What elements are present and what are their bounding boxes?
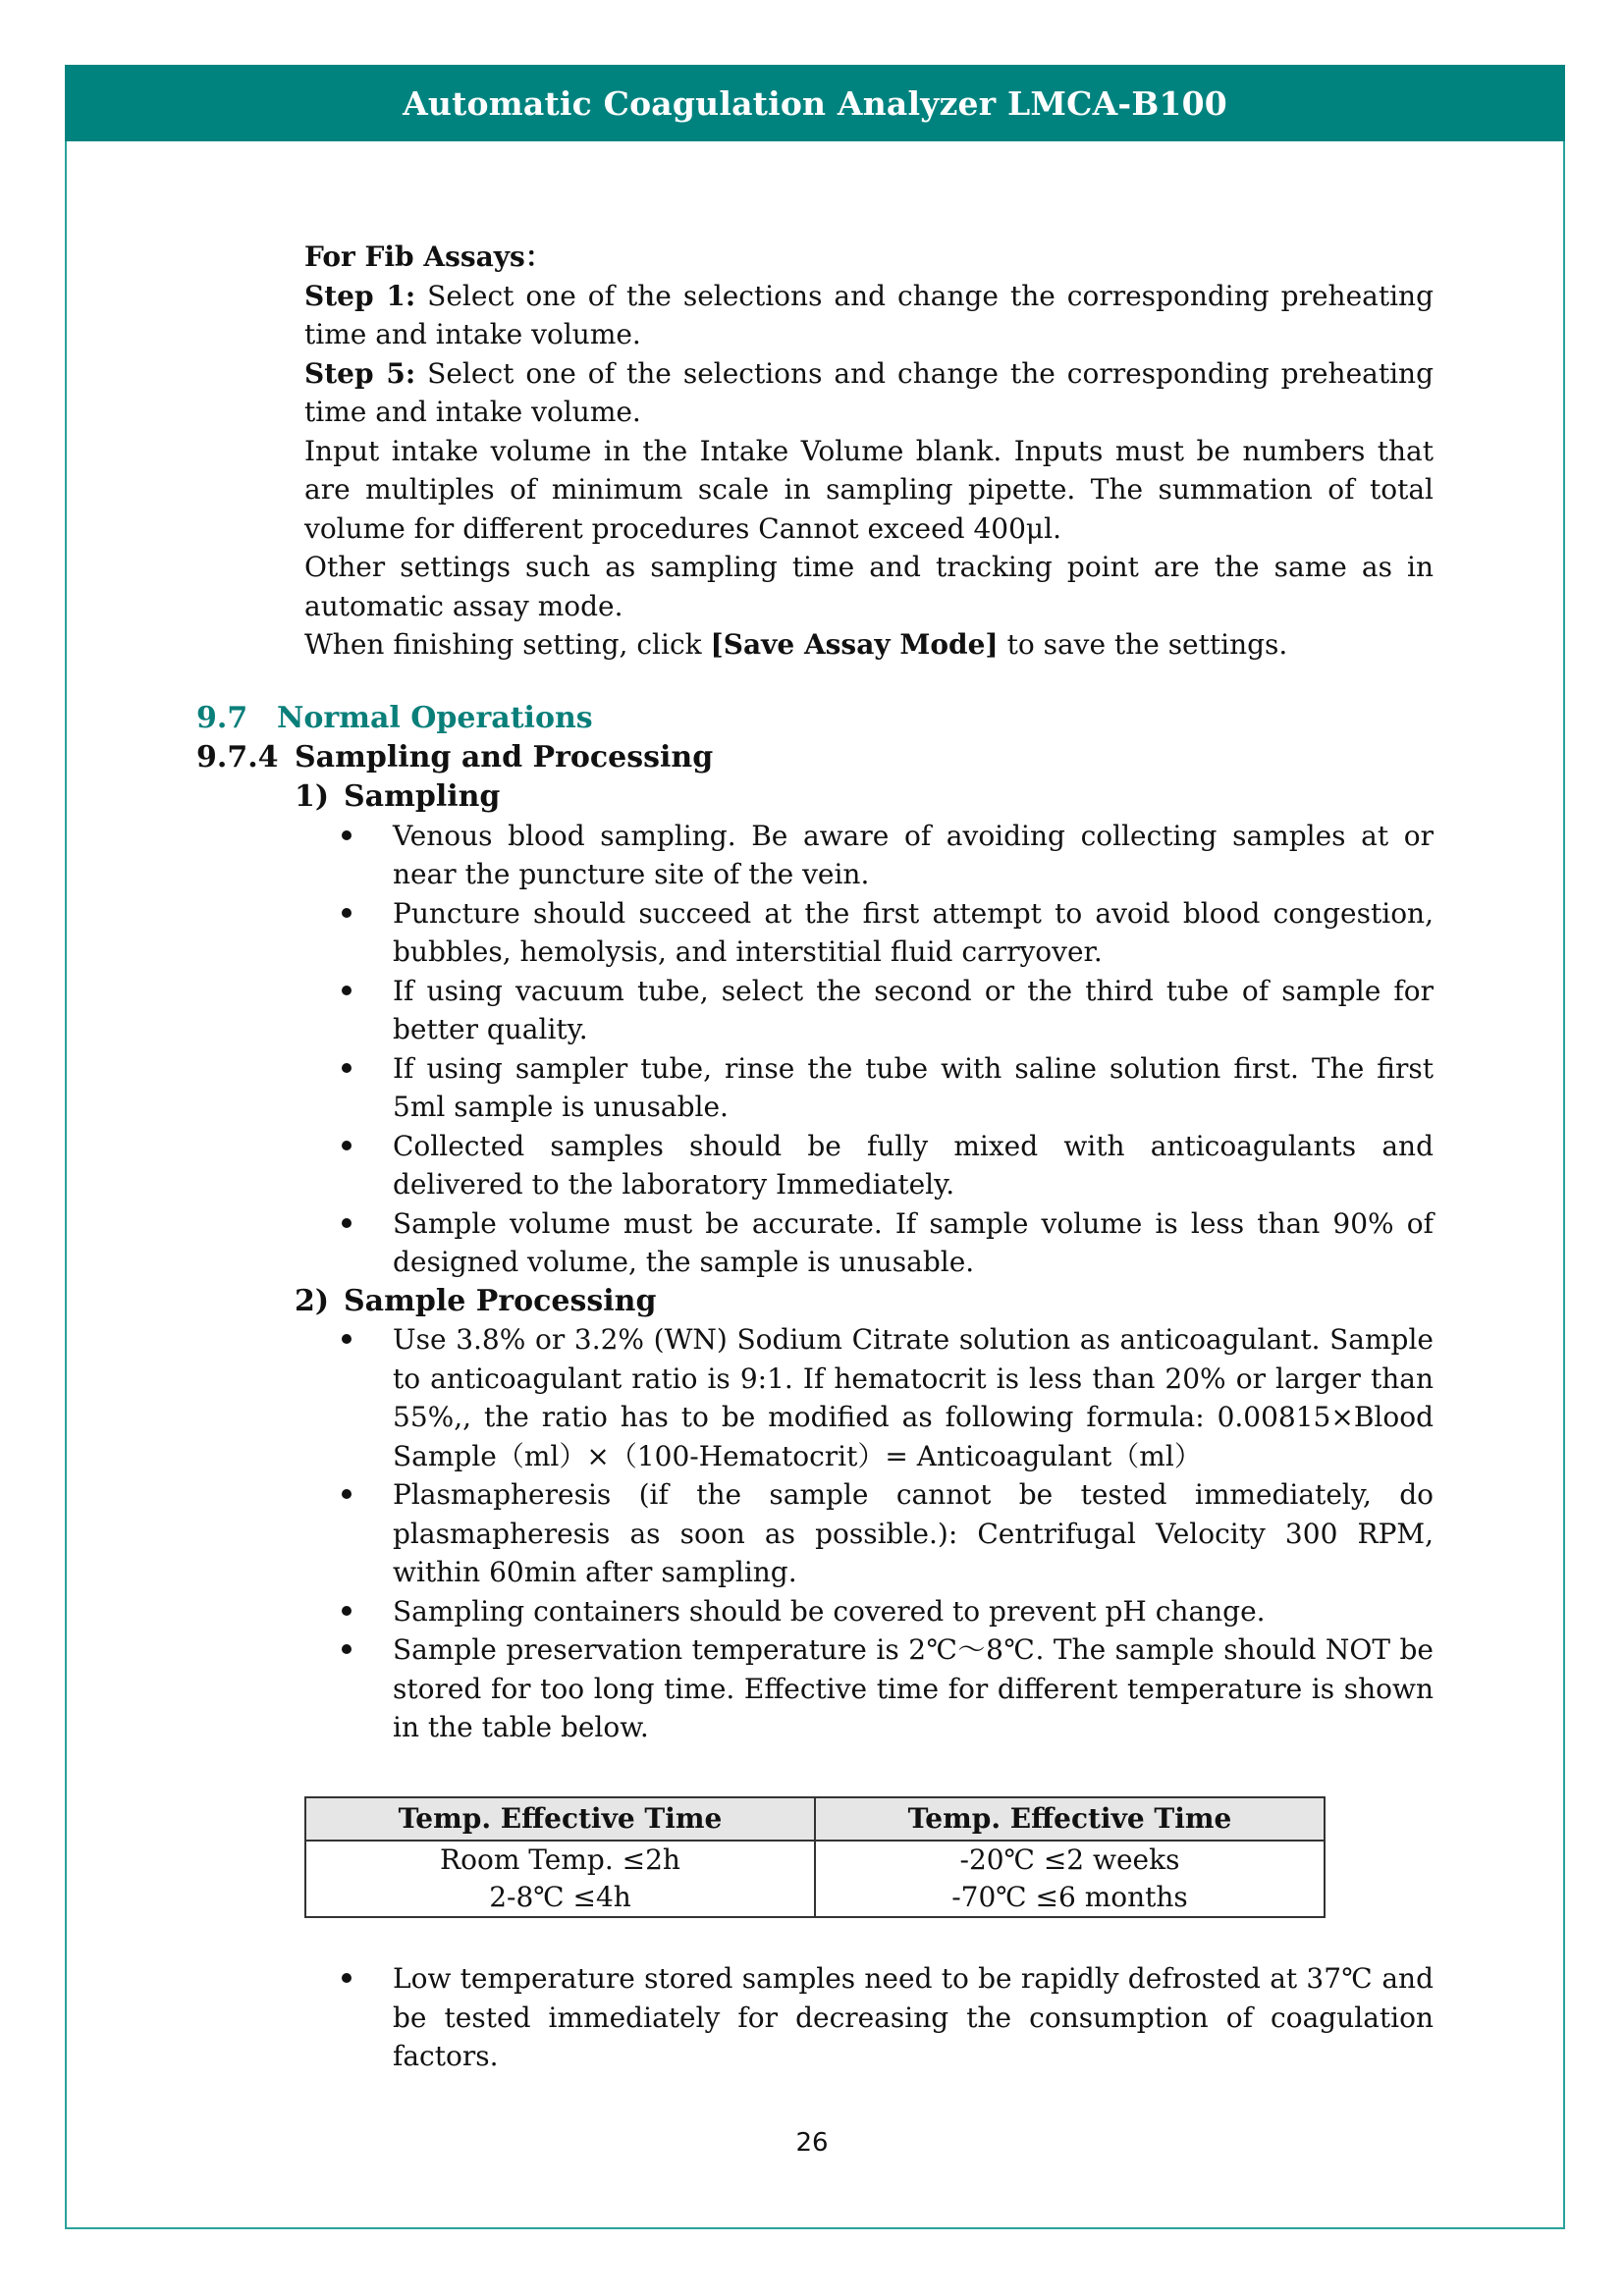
- section-title: Normal Operations: [277, 701, 593, 735]
- bullet-icon: [342, 1063, 352, 1073]
- final-note: [295, 1959, 1434, 2076]
- processing-number: 2): [295, 1283, 330, 1318]
- processing-heading: [295, 1282, 1434, 1321]
- subsection-title: Sampling and Processing: [295, 740, 714, 774]
- page-number: 26: [795, 2128, 829, 2158]
- subsection-heading: [196, 740, 713, 774]
- list-item: [295, 1320, 1434, 1475]
- table-row: [305, 1879, 1325, 1917]
- list-item-text: Low temperature stored samples need to be rapidly defrosted at 37℃ and be tested immediately for decreasing the consumption of coagulation factors.: [393, 1962, 1434, 2072]
- intake-volume-paragraph: Input intake volume in the Intake Volume blank. Inputs must be numbers that are multiples of minimum scale in sampling pipette. The summation of total volume for different procedures Cannot exceed 400μl.: [304, 434, 1434, 545]
- fib-assays-block: [304, 238, 1434, 665]
- bullet-icon: [342, 1218, 352, 1228]
- sampling-processing-lists: [295, 777, 1434, 1747]
- save-assay-mode-label: [Save Assay Mode]: [710, 628, 999, 661]
- list-item-text: Sample preservation temperature is 2℃〜8℃. The sample should NOT be stored for too long time. Effective time for different temperature is shown in the table below.: [393, 1633, 1434, 1743]
- table-row: [305, 1841, 1325, 1879]
- list-item-text: Use 3.8% or 3.2% (WN) Sodium Citrate solution as anticoagulant. Sample to anticoagulant ratio is 9:1. If hematocrit is less than 20% or larger than 55%,, the ratio has to be modified as following formula: 0.00815×Blood Sample（ml）×（100-Hematocrit）= Anticoagulant（ml）: [393, 1323, 1434, 1472]
- bullet-icon: [342, 986, 352, 995]
- sampling-number: 1): [295, 779, 330, 814]
- list-item-text: If using vacuum tube, select the second or the third tube of sample for better quality.: [393, 974, 1434, 1045]
- list-item: [295, 1475, 1434, 1592]
- bullet-icon: [342, 1334, 352, 1344]
- list-item: [295, 1127, 1434, 1204]
- bullet-icon: [342, 1489, 352, 1499]
- table-header-cell: Temp. Effective Time: [305, 1797, 815, 1841]
- list-item-text: Sampling containers should be covered to prevent pH change.: [393, 1594, 1266, 1628]
- processing-list: [295, 1320, 1434, 1747]
- step1-label: Step 1:: [304, 279, 416, 312]
- processing-title: Sample Processing: [344, 1283, 657, 1318]
- fib-heading: For Fib Assays：: [304, 240, 553, 273]
- list-item: [295, 894, 1434, 972]
- sampling-title: Sampling: [344, 779, 501, 814]
- bullet-icon: [342, 908, 352, 918]
- list-item: [295, 972, 1434, 1049]
- step1-paragraph: [304, 277, 1434, 354]
- list-item-text: Plasmapheresis (if the sample cannot be tested immediately, do plasmapheresis as soon as possible.): Centrifugal Velocity 300 RPM, within 60min after sampling.: [393, 1478, 1434, 1588]
- list-item: [295, 1592, 1434, 1631]
- final-list: [295, 1959, 1434, 2076]
- list-item: [295, 1204, 1434, 1282]
- document-title: Automatic Coagulation Analyzer LMCA-B100: [403, 83, 1227, 123]
- save-instruction-paragraph: [304, 625, 1434, 665]
- table-cell: Room Temp. ≤2h: [305, 1841, 815, 1879]
- list-item: [295, 817, 1434, 894]
- save-instruction-post: to save the settings.: [998, 628, 1288, 661]
- sampling-heading: [295, 777, 1434, 817]
- table-cell: -20℃ ≤2 weeks: [815, 1841, 1325, 1879]
- bullet-icon: [342, 1644, 352, 1654]
- bullet-icon: [342, 1973, 352, 1983]
- step5-paragraph: [304, 354, 1434, 432]
- list-item: [295, 1049, 1434, 1127]
- other-settings-paragraph: Other settings such as sampling time and tracking point are the same as in automatic assay mode.: [304, 551, 1434, 622]
- bullet-icon: [342, 1141, 352, 1150]
- temperature-table: [304, 1796, 1326, 1918]
- header-banner: [65, 65, 1565, 141]
- table-header-cell: Temp. Effective Time: [815, 1797, 1325, 1841]
- step5-label: Step 5:: [304, 356, 416, 390]
- bullet-icon: [342, 1606, 352, 1616]
- sampling-list: [295, 817, 1434, 1282]
- list-item: [295, 1959, 1434, 2076]
- step1-text: Select one of the selections and change the corresponding preheating time and intake volume.: [304, 279, 1435, 350]
- list-item-text: Puncture should succeed at the first attempt to avoid blood congestion, bubbles, hemolysis, and interstitial fluid carryover.: [393, 896, 1434, 968]
- section-heading: [196, 701, 593, 735]
- list-item-text: Sample volume must be accurate. If sample volume is less than 90% of designed volume, the sample is unusable.: [393, 1206, 1434, 1278]
- table-header-row: [305, 1797, 1325, 1841]
- list-item-text: Venous blood sampling. Be aware of avoiding collecting samples at or near the puncture site of the vein.: [393, 819, 1434, 890]
- save-instruction-pre: When finishing setting, click: [304, 628, 711, 661]
- section-number: 9.7: [196, 701, 248, 735]
- step5-text: Select one of the selections and change the corresponding preheating time and intake volume.: [304, 356, 1435, 428]
- bullet-icon: [342, 830, 352, 840]
- table-cell: -70℃ ≤6 months: [815, 1879, 1325, 1917]
- list-item-text: If using sampler tube, rinse the tube with saline solution first. The first 5ml sample is unusable.: [393, 1051, 1434, 1123]
- table-cell: 2-8℃ ≤4h: [305, 1879, 815, 1917]
- list-item: [295, 1630, 1434, 1747]
- subsection-number: 9.7.4: [196, 740, 279, 774]
- list-item-text: Collected samples should be fully mixed with anticoagulants and delivered to the laboratory Immediately.: [393, 1129, 1434, 1201]
